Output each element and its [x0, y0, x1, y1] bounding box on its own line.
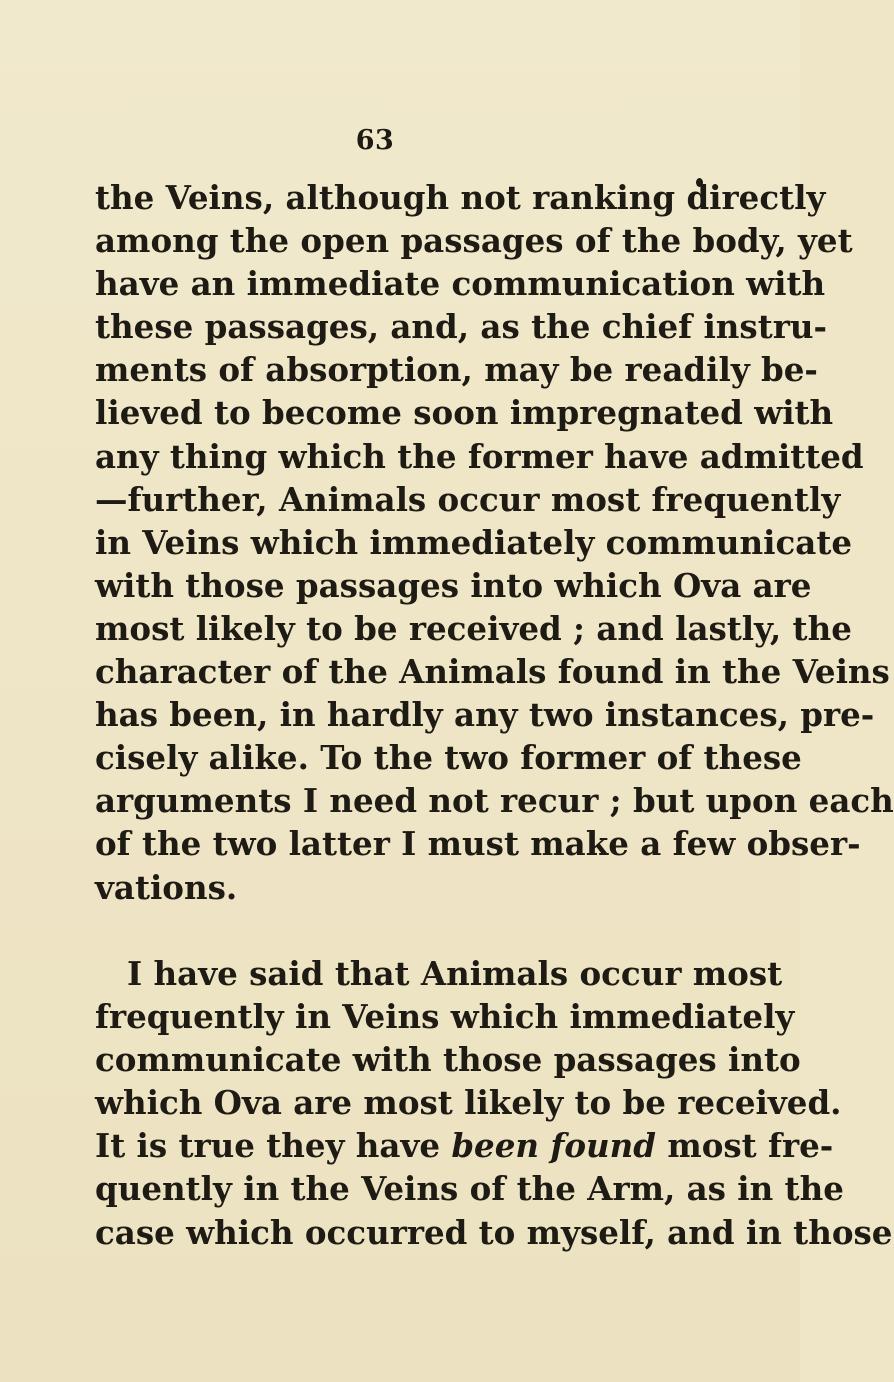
text-line: frequently in Veins which immediately — [95, 997, 795, 1037]
text-line-with-emphasis — [95, 1124, 834, 1167]
text-line: quently in the Veins of the Arm, as in the — [95, 1169, 844, 1209]
text-line: ments of absorption, may be readily be- — [95, 350, 818, 390]
emphasized-text: been found — [451, 1126, 656, 1166]
text-line: most likely to be received ; and lastly, the — [95, 608, 852, 648]
text-line: of the two latter I must make a few obser- — [95, 824, 861, 864]
text-line: have an immediate communication with — [95, 264, 826, 304]
text-line: communicate with those passages into — [95, 1040, 801, 1080]
text-line: which Ova are most likely to be received. — [95, 1083, 842, 1123]
paragraph-2 — [95, 952, 893, 1254]
text-line: arguments I need not recur ; but upon each — [95, 781, 894, 821]
text-run: most fre- — [656, 1126, 834, 1166]
text-line: the Veins, although not ranking directly — [95, 178, 826, 217]
text-line: in Veins which immediately communicate — [95, 522, 853, 562]
text-line: —further, Animals occur most frequently — [95, 479, 841, 519]
text-line: lieved to become soon impregnated with — [95, 393, 834, 433]
text-line: with those passages into which Ova are — [95, 565, 812, 605]
text-line: vations. — [95, 867, 238, 907]
paragraph-1 — [95, 176, 894, 909]
text-line: these passages, and, as the chief instru- — [95, 307, 827, 347]
text-line: any thing which the former have admitted — [95, 436, 864, 476]
text-line: character of the Animals found in the Veins — [95, 652, 890, 692]
text-run: It is true they have — [95, 1126, 452, 1166]
text-line: cisely alike. To the two former of these — [95, 738, 802, 778]
text-line: case which occurred to myself, and in those — [95, 1212, 893, 1252]
text-line: has been, in hardly any two instances, pre- — [95, 695, 875, 735]
page-number: 63 — [355, 125, 395, 156]
text-line: among the open passages of the body, yet — [95, 221, 853, 261]
text-line: I have said that Animals occur most — [127, 954, 783, 993]
